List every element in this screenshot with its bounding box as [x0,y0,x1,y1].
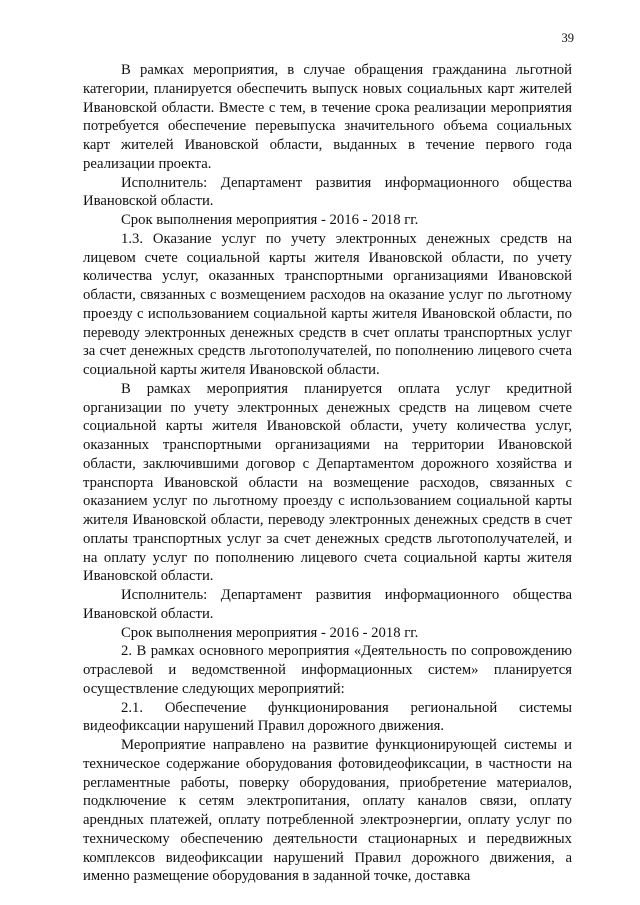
paragraph-7: Срок выполнения мероприятия - 2016 - 2018 гг. [121,624,419,641]
paragraph-6: Исполнитель: Департамент развития информационного общества Ивановской области. [83,587,572,622]
paragraph-4: 1.3. Оказание услуг по учету электронных денежных средств на лицевом счете социальной карты жителя Ивановской области, по учету количества услуг, оказанных транспортными организациями Ивановской области, связанных с возмещением расходов на оказание услуг по льготному проезду с использованием социальной карты жителя Ивановской области, по переводу электронных денежных средств в счет оплаты транспортных услуг за счет денежных средств льготополучателей, по пополнению лицевого счета социальной карты жителя Ивановской области. [83,230,572,378]
paragraph-3: Срок выполнения мероприятия - 2016 - 2018 гг. [121,212,419,228]
document-body [83,61,572,886]
paragraph-9: 2.1. Обеспечение функционирования региональной системы видеофиксации нарушений Правил дорожного движения. [83,699,572,735]
page-number: 39 [561,31,574,45]
paragraph-1: В рамках мероприятия, в случае обращения гражданина льготной категории, планируется обеспечить выпуск новых социальных карт жителей Ивановской области. Вместе с тем, в течение срока реализации мероприятия потребуется обеспечение перевыпуска значительного объема социальных карт жителей Ивановской области, выданных в течение первого года реализации проекта. [83,62,572,172]
paragraph-2: Исполнитель: Департамент развития информационного общества Ивановской области. [83,174,572,210]
paragraph-10: Мероприятие направлено на развитие функционирующей системы и техническое содержание оборудования фотовидеофиксации, в частности на регламентные работы, поверку оборудования, приобретение материалов, подключение к сетям электропитания, оплату каналов связи, оплату арендных платежей, оплату потребленной электроэнергии, оплату услуг по техническому обеспечению деятельности стационарных и передвижных комплексов видеофиксации нарушений Правил дорожного движения, а именно размещение оборудования в заданной точке, доставка [83,737,572,885]
paragraph-8: 2. В рамках основного мероприятия «Деятельность по сопровождению отраслевой и ведомственной информационных систем» планируется осуществление следующих мероприятий: [83,643,572,697]
paragraph-5: В рамках мероприятия планируется оплата услуг кредитной организации по учету электронных денежных средств на лицевом счете социальной карты жителя Ивановской области, учету количества услуг, оказанных транспортными организациями на территории Ивановской области, заключившими договор с Департаментом дорожного хозяйства и транспорта Ивановской области на возмещение расходов, связанных с оказанием услуг по льготному проезду с использованием социальной карты жителя Ивановской области, переводу электронных денежных средств в счет оплаты транспортных услуг за счет денежных средств льготополучателей, и на оплату услуг по пополнению лицевого счета социальной карты жителя Ивановской области. [83,380,572,585]
